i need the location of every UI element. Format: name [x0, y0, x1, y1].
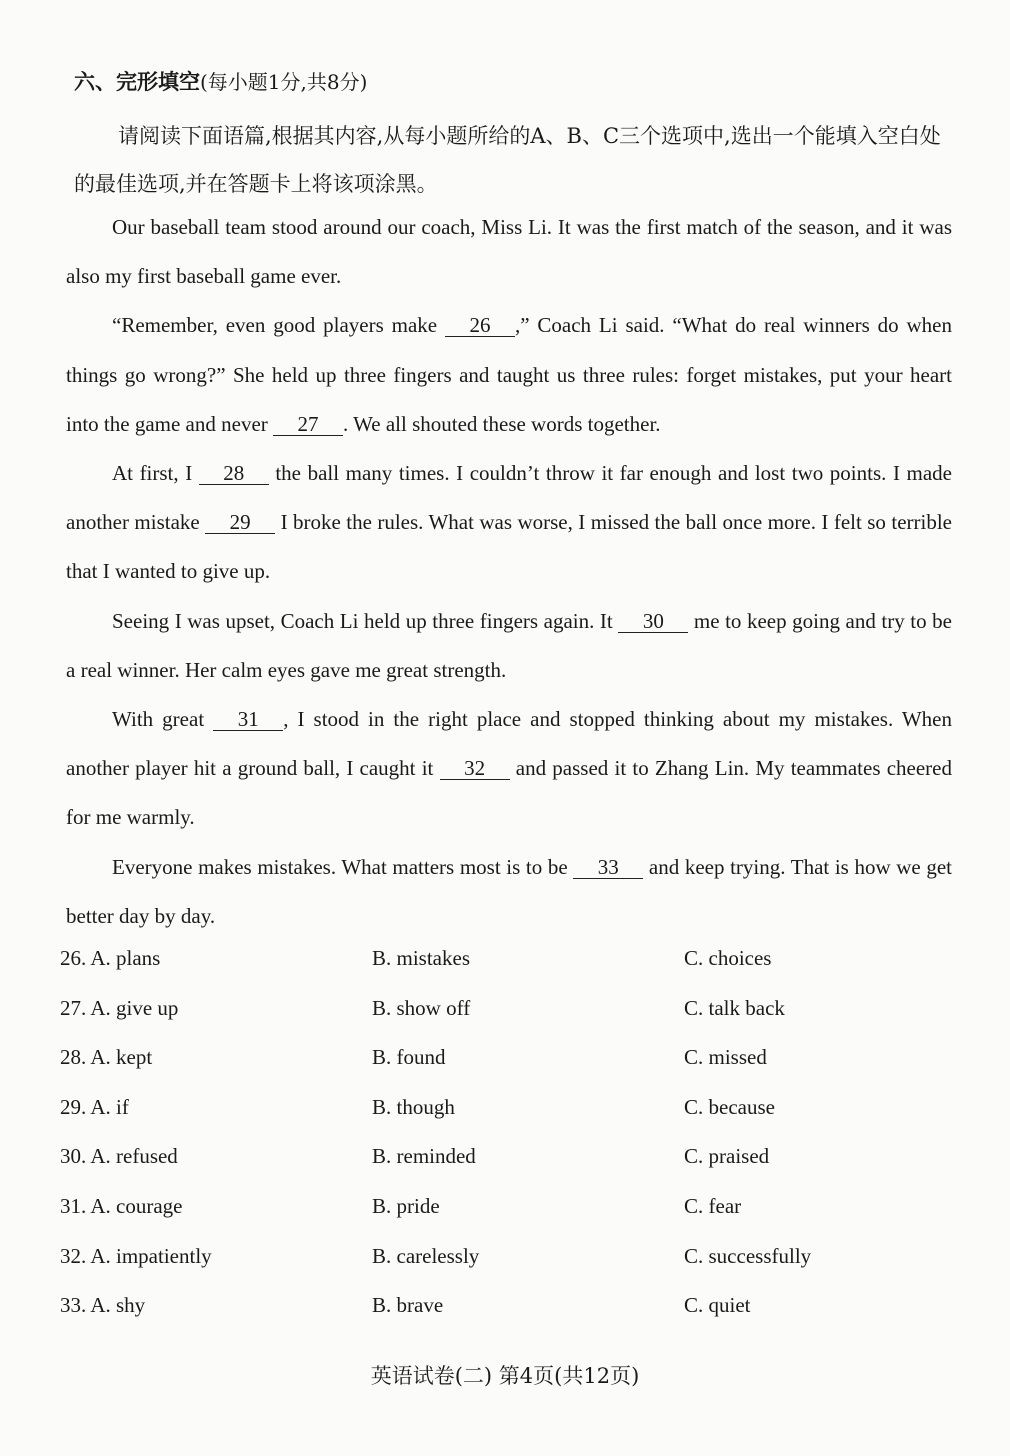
- option-row: [60, 1089, 960, 1139]
- section-title: 六、完形填空: [74, 70, 200, 94]
- option-b: B. carelessly: [372, 1243, 480, 1268]
- option-c: C. choices: [684, 946, 772, 970]
- option-c: C. because: [684, 1094, 775, 1119]
- option-a: 33. A. shy: [60, 1293, 146, 1318]
- blank-31: 31: [213, 708, 283, 731]
- blank-29: 29: [205, 511, 275, 534]
- option-a: 26. A. plans: [60, 946, 161, 970]
- cloze-passage: [66, 203, 952, 941]
- option-c: C. missed: [684, 1045, 767, 1070]
- option-c: C. quiet: [684, 1293, 751, 1318]
- blank-32: 32: [440, 757, 510, 780]
- blank-26: 26: [445, 314, 515, 337]
- option-c: C. successfully: [684, 1243, 812, 1268]
- option-row: [60, 1138, 960, 1188]
- option-row: [60, 1039, 960, 1089]
- paragraph-3: At first, I 28 the ball many times. I couldn’t throw it far enough and lost two points. I made another mistake 29 I broke the rules. What was worse, I missed the ball once more. I felt so terrible that I wanted to give up.: [66, 461, 953, 584]
- option-b: B. reminded: [372, 1144, 476, 1169]
- page-footer: 英语试卷(二) 第4页(共12页): [370, 1364, 640, 1388]
- option-b: B. brave: [372, 1293, 444, 1318]
- option-c: C. talk back: [684, 995, 785, 1020]
- option-a: 31. A. courage: [60, 1193, 183, 1218]
- blank-27: 27: [273, 413, 343, 436]
- option-row: [60, 990, 960, 1040]
- paragraph-1: Our baseball team stood around our coach, Miss Li. It was the first match of the season, and it was also my first baseball game ever.: [66, 215, 952, 289]
- option-a: 28. A. kept: [60, 1045, 153, 1070]
- answer-options: [60, 940, 960, 1337]
- option-b: B. though: [372, 1094, 455, 1119]
- option-a: 30. A. refused: [60, 1144, 178, 1169]
- blank-28: 28: [199, 462, 269, 485]
- option-b: B. mistakes: [372, 946, 470, 970]
- option-row: [60, 1188, 960, 1238]
- option-row: [60, 940, 960, 990]
- section-score-note: (每小题1分,共8分): [200, 70, 368, 94]
- paragraph-5: With great 31 , I stood in the right place and stopped thinking about my mistakes. When another player hit a ground ball, I caught it 32 and passed it to Zhang Lin. My teammates cheered for me warmly.: [66, 707, 953, 830]
- paragraph-4: Seeing I was upset, Coach Li held up three fingers again. It 30 me to keep going and try to be a real winner. Her calm eyes gave me great strength.: [66, 608, 952, 682]
- option-row: [60, 1287, 960, 1337]
- option-a: 27. A. give up: [60, 995, 179, 1020]
- blank-30: 30: [618, 610, 688, 633]
- option-a: 32. A. impatiently: [60, 1243, 212, 1268]
- blank-33: 33: [573, 856, 643, 879]
- paragraph-6: Everyone makes mistakes. What matters most is to be 33 and keep trying. That is how we get better day by day.: [66, 854, 953, 928]
- option-c: C. fear: [684, 1193, 742, 1218]
- option-b: B. show off: [372, 995, 471, 1020]
- section-heading: [74, 66, 367, 96]
- option-c: C. praised: [684, 1144, 770, 1169]
- option-a: 29. A. if: [60, 1094, 129, 1119]
- option-b: B. pride: [372, 1193, 440, 1218]
- paragraph-2: “Remember, even good players make 26 ,” Coach Li said. “What do real winners do when things go wrong?” She held up three fingers and taught us three rules: forget mistakes, put your heart into the game and never 27 . We all shouted these words together.: [66, 313, 952, 436]
- instructions: 请阅读下面语篇,根据其内容,从每小题所给的A、B、C三个选项中,选出一个能填入空白处的最佳选项,并在答题卡上将该项涂黑。: [74, 124, 941, 196]
- option-row: [60, 1238, 960, 1288]
- option-b: B. found: [372, 1045, 446, 1070]
